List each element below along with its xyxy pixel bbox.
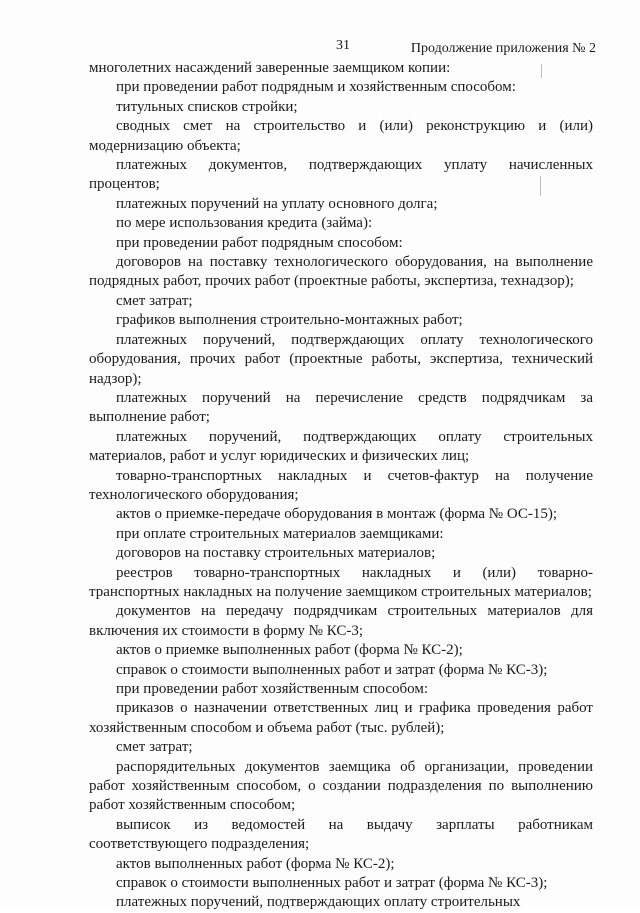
paragraph: платежных документов, подтверждающих уплату начисленных процентов; [89, 157, 593, 193]
paragraph: титульных списков стройки; [116, 98, 298, 115]
paragraph: платежных поручений на перечисление средств подрядчикам за выполнение работ; [89, 389, 593, 426]
paragraph: графиков выполнения строительно-монтажных работ; [116, 312, 463, 329]
paragraph: при проведении работ подрядным и хозяйственным способом: [116, 79, 516, 96]
paragraph: при проведении работ хозяйственным способом: [116, 681, 429, 697]
paragraph: при оплате строительных материалов заемщиками: [116, 525, 444, 542]
paragraph: при проведении работ подрядным способом: [116, 234, 403, 251]
paragraph: договоров на поставку технологического оборудования, на выполнение подрядных работ, прочих работ (проектные работы, экспертиза, технадзор); [89, 254, 593, 290]
paragraph: актов выполненных работ (форма № КС-2); [116, 855, 395, 872]
paragraph: смет затрат; [116, 292, 193, 309]
paragraph: по мере использования кредита (займа): [116, 215, 373, 232]
paragraph: многолетних насаждений заверенные заемщиком копии: [89, 60, 451, 76]
paragraph: платежных поручений, подтверждающих оплату строительных [116, 894, 521, 911]
paragraph: товарно-транспортных накладных и счетов-фактур на получение технологического оборудования; [89, 467, 593, 503]
paragraph: распорядительных документов заемщика об организации, проведении работ хозяйственным способом, о создании подразделения по выполнению работ хозяйственным способом; [89, 758, 593, 814]
page-number: 31 [336, 38, 350, 53]
paragraph: актов о приемке выполненных работ (форма № КС-2); [116, 642, 463, 659]
paragraph: реестров товарно-транспортных накладных и (или) товарно-транспортных накладных на получение заемщиком строительных материалов; [89, 564, 593, 600]
paragraph: смет затрат; [116, 739, 193, 756]
paragraph: платежных поручений на уплату основного долга; [116, 195, 438, 212]
document-body [89, 59, 593, 913]
paragraph: документов на передачу подрядчикам строительных материалов для включения их стоимости в форму № КС-3; [89, 603, 593, 639]
paragraph: выписок из ведомостей на выдачу зарплаты работникам соответствующего подразделения; [89, 816, 593, 853]
paragraph: актов о приемке-передаче оборудования в монтаж (форма № ОС-15); [116, 506, 557, 523]
running-title: Продолжение приложения № 2 [410, 41, 596, 56]
paragraph: сводных смет на строительство и (или) реконструкцию и (или) модернизацию объекта; [89, 118, 593, 154]
paragraph: справок о стоимости выполненных работ и затрат (форма № КС-3); [116, 661, 548, 678]
paragraph: платежных поручений, подтверждающих оплату строительных материалов, работ и услуг юридических и физических лиц; [89, 428, 593, 465]
paragraph: платежных поручений, подтверждающих оплату технологического оборудования, прочих работ (проектные работы, экспертиза, технический надзор); [89, 331, 593, 387]
paragraph: приказов о назначении ответственных лиц и графика проведения работ хозяйственным способом и объема работ (тыс. рублей); [89, 700, 593, 736]
paragraph: справок о стоимости выполненных работ и затрат (форма № КС-3); [116, 875, 548, 892]
paragraph: договоров на поставку строительных материалов; [116, 545, 436, 562]
